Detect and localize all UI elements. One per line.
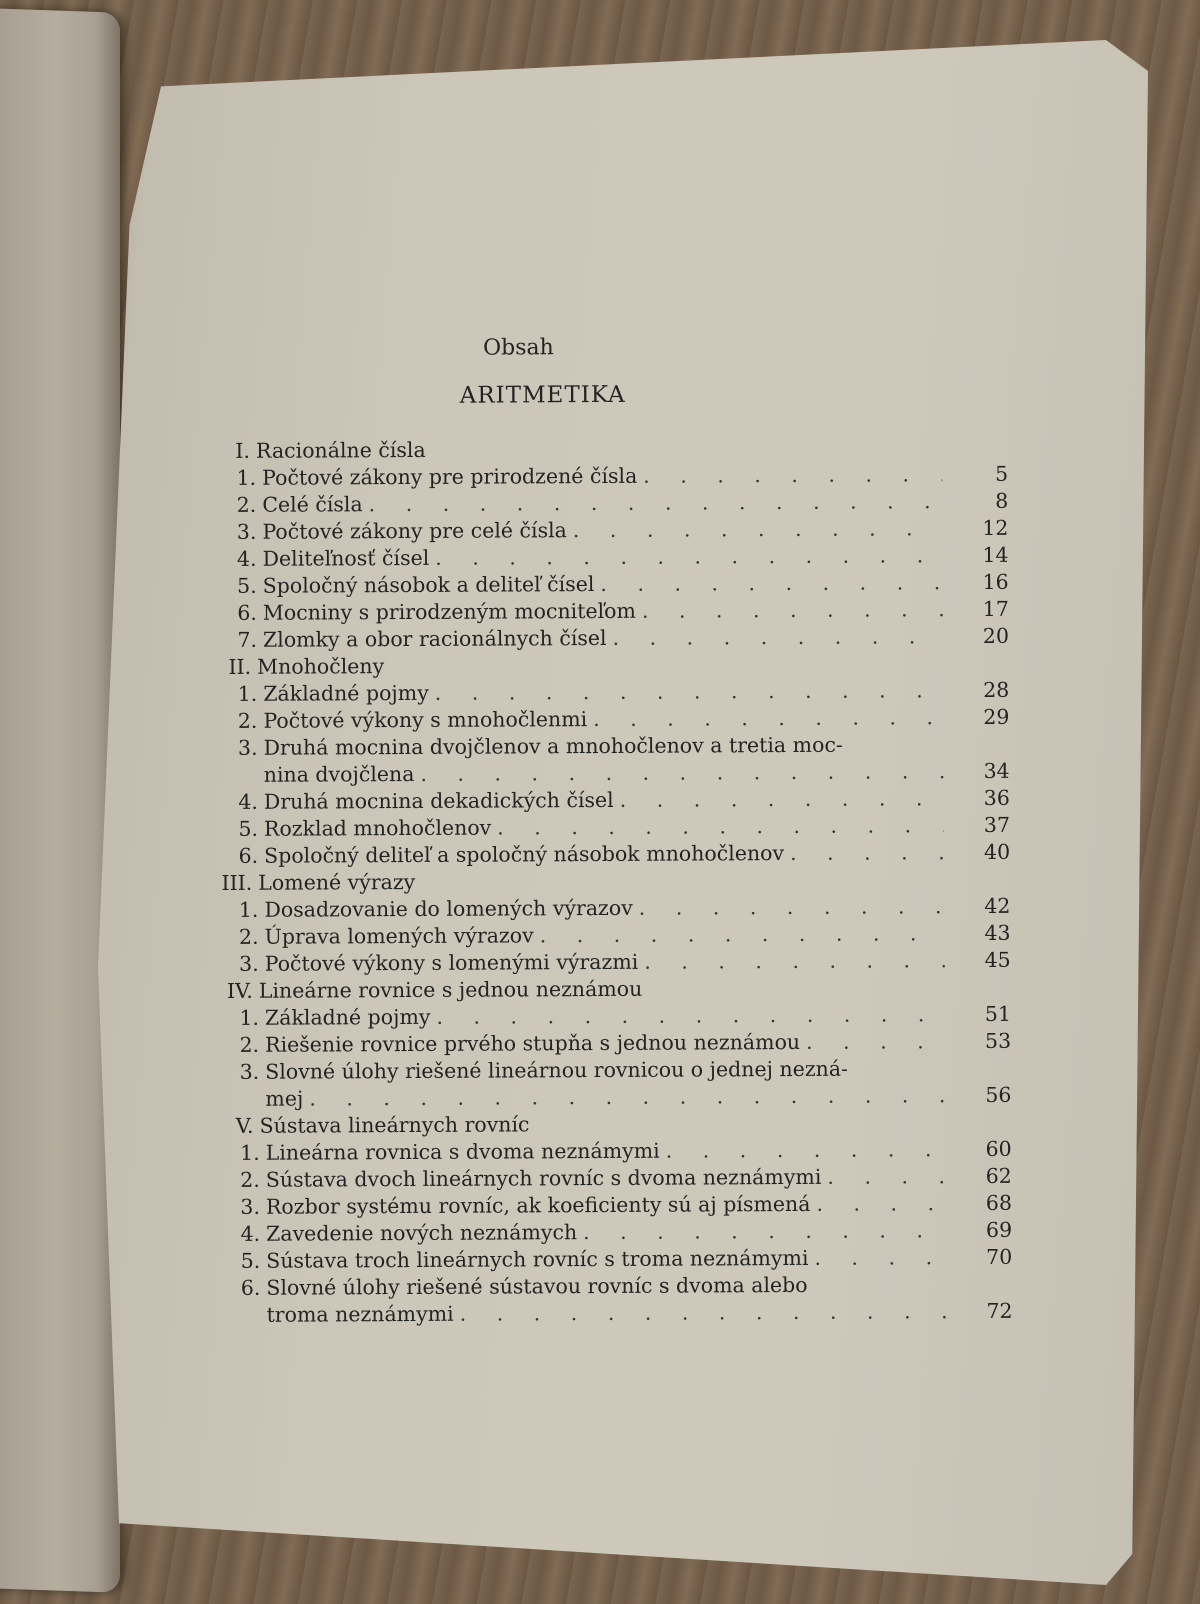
- chapter-title: Mnohočleny: [257, 654, 385, 679]
- toc-chapter: [188, 434, 1008, 465]
- leader-dots: [593, 704, 943, 733]
- entry-title: Počtové výkony s mnohočlenmi: [263, 707, 588, 733]
- entry-number: 1.: [240, 1140, 260, 1165]
- entry-number: 2.: [238, 924, 259, 949]
- entry-title-continuation: nina dvojčlena: [263, 761, 415, 787]
- chapter-number: III.: [221, 870, 253, 895]
- section-title: ARITMETIKA: [459, 381, 626, 409]
- entry-number: 1.: [237, 681, 258, 706]
- toc-entry: [189, 623, 1009, 654]
- entry-title: Spoločný násobok a deliteľ čísel: [262, 572, 595, 598]
- entry-title-continuation: troma neznámymi: [266, 1301, 454, 1327]
- toc-entry: [189, 569, 1009, 600]
- chapter-number: IV.: [226, 978, 253, 1003]
- entry-number: 5.: [237, 573, 257, 598]
- entry-title: Počtové zákony pre prirodzené čísla: [262, 463, 638, 490]
- leader-dots: [309, 1082, 945, 1112]
- entry-number: 5.: [238, 816, 259, 841]
- toc-entry: [191, 947, 1011, 978]
- entry-number: 2.: [240, 1167, 260, 1192]
- page-number: 43: [984, 920, 1011, 945]
- entry-number: 1.: [239, 1005, 260, 1030]
- page-number: 60: [985, 1136, 1012, 1161]
- toc-chapter: [191, 974, 1011, 1005]
- entry-title: Zlomky a obor racionálnych čísel: [262, 625, 607, 652]
- toc-entry: [188, 515, 1008, 546]
- page-number: 56: [985, 1082, 1012, 1107]
- entry-number: 3.: [237, 735, 258, 760]
- table-of-contents: [187, 333, 1012, 1329]
- leader-dots: [827, 1163, 946, 1191]
- entry-number: 6.: [240, 1275, 261, 1300]
- entry-title: Základné pojmy: [263, 680, 429, 706]
- page-title: Obsah: [483, 335, 554, 361]
- toc-entry: [189, 731, 1009, 762]
- entry-title: Úprava lomených výrazov: [264, 923, 534, 949]
- entry-title: Sústava dvoch lineárnych rovníc s dvoma neznámymi: [265, 1164, 822, 1192]
- chapter-title: Racionálne čísla: [255, 437, 426, 463]
- toc-entry: [192, 1163, 1012, 1194]
- entry-title: Deliteľnosť čísel: [262, 545, 430, 571]
- toc-entry: [191, 1055, 1011, 1086]
- chapter-title: Sústava lineárnych rovníc: [259, 1112, 530, 1138]
- page-number: 72: [986, 1298, 1013, 1323]
- leader-dots: [436, 1001, 945, 1031]
- toc-list: [188, 434, 1013, 1329]
- leader-dots: [620, 785, 944, 814]
- leader-dots: [644, 947, 945, 976]
- page-number: 45: [984, 947, 1011, 972]
- toc-entry: [190, 812, 1010, 843]
- entry-number: 3.: [240, 1194, 261, 1219]
- entry-title-continuation: mej: [265, 1086, 304, 1111]
- page-number: 53: [984, 1028, 1012, 1053]
- page-number: 69: [985, 1217, 1013, 1242]
- entry-title: Celé čísla: [262, 492, 363, 517]
- toc-entry: [192, 1190, 1012, 1221]
- leader-dots: [612, 623, 943, 652]
- leader-dots: [497, 812, 944, 841]
- page-number: 62: [985, 1163, 1012, 1188]
- entry-title: Mocniny s prirodzeným mocniteľom: [262, 598, 636, 625]
- toc-entry-continuation: [191, 1082, 1011, 1113]
- toc-entry: [190, 839, 1010, 870]
- entry-title: Počtové výkony s lomenými výrazmi: [264, 949, 639, 976]
- page-number: 51: [984, 1001, 1012, 1026]
- entry-title: Druhá mocnina dekadických čísel: [263, 787, 614, 814]
- page-number: 40: [983, 839, 1011, 864]
- leader-dots: [540, 920, 945, 949]
- entry-number: 3.: [239, 951, 259, 976]
- page-number: 20: [982, 623, 1010, 648]
- entry-number: 3.: [236, 519, 257, 544]
- page-number: 17: [982, 596, 1009, 621]
- leader-dots: [790, 839, 944, 867]
- page-number: 8: [995, 488, 1009, 513]
- entry-title: Zavedenie nových neznámych: [266, 1220, 578, 1246]
- toc-entry: [192, 1136, 1012, 1167]
- page-number: 70: [986, 1244, 1013, 1269]
- entry-number: 5.: [240, 1248, 261, 1273]
- page-number: 28: [983, 677, 1010, 702]
- leader-dots: [814, 1244, 946, 1272]
- toc-entry: [192, 1217, 1012, 1248]
- toc-entry: [192, 1271, 1012, 1302]
- toc-entry: [190, 893, 1010, 924]
- entry-title: Slovné úlohy riešené lineárnou rovnicou o jednej nezná-: [265, 1056, 849, 1084]
- entry-title: Sústava troch lineárnych rovníc s troma neznámymi: [266, 1245, 809, 1273]
- entry-number: 4.: [238, 789, 258, 814]
- entry-title: Lineárna rovnica s dvoma neznámymi: [265, 1138, 660, 1165]
- entry-number: 6.: [238, 843, 259, 868]
- entry-number: 3.: [239, 1059, 260, 1084]
- toc-entry: [188, 488, 1008, 519]
- entry-title: Základné pojmy: [264, 1004, 431, 1030]
- entry-number: 2.: [239, 1032, 260, 1057]
- chapter-title: Lineárne rovnice s jednou neznámou: [258, 976, 643, 1003]
- entry-title: Počtové zákony pre celé čísla: [262, 518, 567, 544]
- leader-dots: [435, 542, 942, 572]
- toc-chapter: [190, 866, 1010, 897]
- toc-chapter: [191, 1109, 1011, 1140]
- leader-dots: [666, 1136, 946, 1164]
- toc-entry: [189, 677, 1009, 708]
- chapter-number: II.: [228, 654, 252, 679]
- toc-entry-continuation: [190, 758, 1010, 789]
- toc-entry: [191, 1001, 1011, 1032]
- leader-dots: [643, 461, 942, 490]
- toc-entry: [189, 596, 1009, 627]
- leader-dots: [420, 758, 943, 788]
- page-number: 68: [985, 1190, 1013, 1215]
- entry-number: 1.: [238, 897, 259, 922]
- leader-dots: [583, 1217, 946, 1246]
- page-number: 37: [983, 812, 1011, 837]
- entry-title: Rozbor systému rovníc, ak koeficienty sú aj písmená: [265, 1191, 811, 1219]
- entry-number: 4.: [236, 546, 257, 571]
- page-number: 14: [982, 542, 1009, 567]
- page-number: 34: [983, 758, 1010, 783]
- chapter-number: I.: [235, 438, 251, 463]
- page-number: 5: [995, 461, 1009, 486]
- entry-number: 6.: [237, 600, 257, 625]
- entry-number: 4.: [240, 1221, 261, 1246]
- leader-dots: [435, 677, 944, 707]
- entry-number: 7.: [237, 627, 258, 652]
- toc-entry: [189, 542, 1009, 573]
- toc-entry-continuation: [192, 1298, 1012, 1329]
- leader-dots: [369, 488, 943, 518]
- leader-dots: [816, 1190, 946, 1218]
- toc-entry: [191, 1028, 1011, 1059]
- page-number: 12: [982, 515, 1009, 540]
- toc-chapter: [189, 650, 1009, 681]
- entry-title: Spoločný deliteľ a spoločný násobok mnohočlenov: [264, 841, 785, 868]
- toc-entry: [190, 785, 1010, 816]
- leader-dots: [573, 515, 943, 544]
- page-number: 42: [984, 893, 1011, 918]
- entry-title: Slovné úlohy riešené sústavou rovníc s dvoma alebo: [266, 1272, 808, 1300]
- entry-number: 2.: [236, 492, 257, 517]
- toc-entry: [188, 461, 1008, 492]
- leader-dots: [639, 893, 945, 922]
- leader-dots: [642, 596, 943, 625]
- entry-number: 2.: [237, 708, 258, 733]
- page-number: 16: [982, 569, 1009, 594]
- toc-entry: [192, 1244, 1012, 1275]
- toc-entry: [190, 920, 1010, 951]
- leader-dots: [600, 569, 942, 598]
- page-number: 36: [983, 785, 1010, 810]
- leader-dots: [460, 1298, 947, 1328]
- entry-title: Riešenie rovnice prvého stupňa s jednou neznámou: [265, 1029, 801, 1057]
- page-number: 29: [983, 704, 1010, 729]
- left-page-edge: [0, 7, 120, 1593]
- entry-title: Druhá mocnina dvojčlenov a mnohočlenov a tretia moc-: [263, 732, 843, 760]
- chapter-number: V.: [235, 1113, 254, 1138]
- entry-title: Dosadzovanie do lomených výrazov: [264, 895, 633, 922]
- chapter-title: Lomené výrazy: [258, 869, 416, 895]
- entry-title: Rozklad mnohočlenov: [263, 815, 492, 841]
- toc-entry: [189, 704, 1009, 735]
- entry-number: 1.: [236, 465, 257, 490]
- leader-dots: [806, 1028, 945, 1056]
